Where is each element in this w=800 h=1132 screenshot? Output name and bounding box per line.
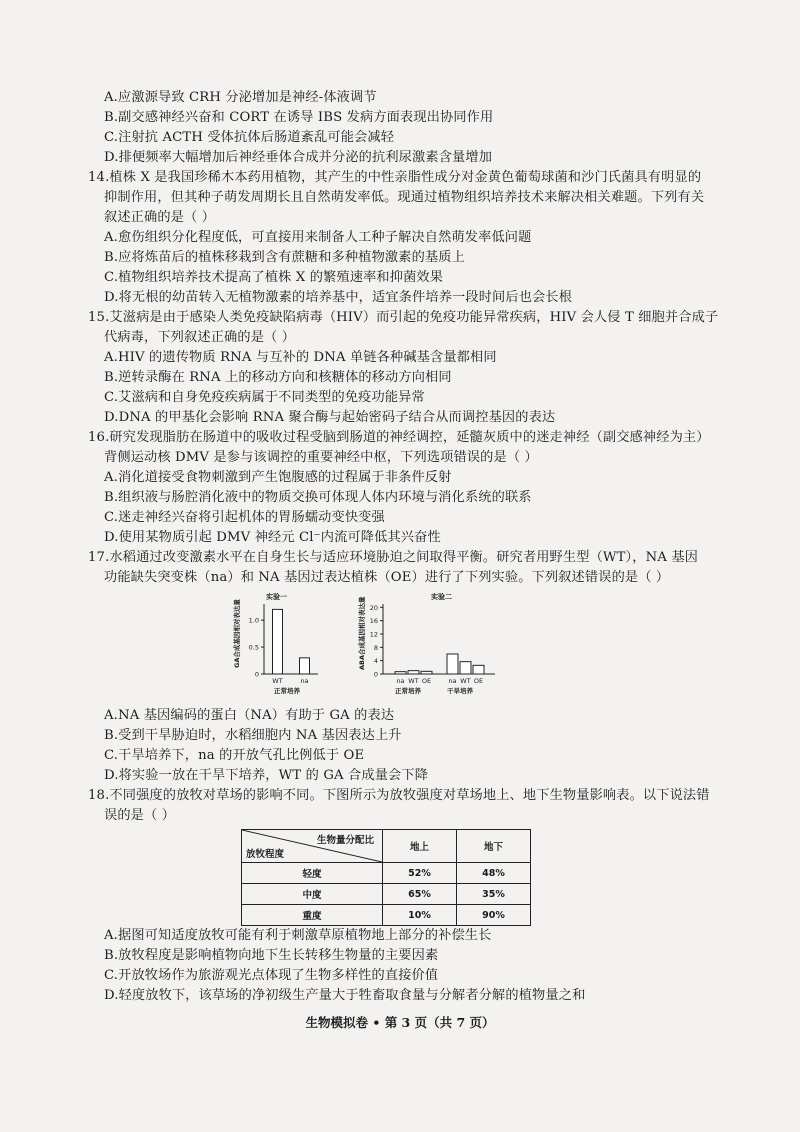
q13-option-b: B.副交感神经兴奋和 CORT 在诱导 IBS 发病方面表现出协同作用: [104, 110, 494, 125]
cell-above: 52%: [383, 863, 457, 884]
q17-option-a: A.NA 基因编码的蛋白（NA）有助于 GA 的表达: [104, 708, 395, 723]
chart2-group-label-normal: 正常培养: [395, 687, 421, 695]
cell-below: 90%: [457, 905, 531, 926]
q13-option-a: A.应激源导致 CRH 分泌增加是神经-体液调节: [104, 90, 377, 105]
x-tick-label: WT: [460, 677, 471, 685]
table-corner-header: [242, 830, 383, 863]
x-tick-label: OE: [473, 677, 484, 685]
q16-option-c: C.迷走神经兴奋将引起机体的胃肠蠕动变快变强: [104, 510, 385, 525]
chart2-ylabel: ABA合成基因相对表达量: [358, 596, 366, 670]
q16-option-d: D.使用某物质引起 DMV 神经元 Cl⁻内流可降低其兴奋性: [104, 530, 441, 545]
x-tick-label: na: [396, 677, 405, 685]
q16-option-a: A.消化道接受食物刺激到产生饱腹感的过程属于非条件反射: [104, 470, 452, 485]
cell-above: 10%: [383, 905, 457, 926]
experiment-2-chart: [355, 590, 505, 700]
chart1-title: 实验一: [266, 593, 287, 601]
table-row: [242, 905, 531, 926]
bar: [273, 609, 283, 674]
bar: [473, 665, 484, 674]
y-tick-label: 20: [369, 603, 378, 612]
cell-below: 35%: [457, 884, 531, 905]
bar: [408, 671, 419, 674]
y-tick-label: 0.5: [248, 643, 259, 652]
chart2-title: 实验二: [431, 593, 452, 601]
y-tick-label: 12: [369, 630, 378, 639]
table-row: [242, 863, 531, 884]
q16-stem-line-1: 16.研究发现脂肪在肠道中的吸收过程受脑到肠道的神经调控，延髓灰质中的迷走神经（副交感神经为主）: [88, 430, 710, 445]
q15-option-d: D.DNA 的甲基化会影响 RNA 聚合酶与起始密码子结合从而调控基因的表达: [104, 410, 556, 425]
cell-below: 48%: [457, 863, 531, 884]
q18-stem-line-2: 误的是（ ）: [104, 808, 176, 823]
q15-stem-line-2: 代病毒，下列叙述正确的是（ ）: [104, 330, 296, 345]
q13-option-c: C.注射抗 ACTH 受体抗体后肠道紊乱可能会减轻: [104, 130, 395, 145]
chart1-group-label: 正常培养: [274, 687, 300, 695]
q17-stem-line-1: 17.水稻通过改变激素水平在自身生长与适应环境胁迫之间取得平衡。研究者用野生型（WT），NA 基因: [88, 550, 699, 565]
x-tick-label: WT: [408, 677, 419, 685]
q18-stem-line-1: 18.不同强度的放牧对草场的影响不同。下图所示为放牧强度对草场地上、地下生物量影响表。以下说法错: [88, 788, 710, 803]
q18-option-d: D.轻度放牧下，该草场的净初级生产量大于牲畜取食量与分解者分解的植物量之和: [104, 988, 586, 1003]
grazing-biomass-table: [241, 829, 531, 926]
q15-stem-line-1: 15.艾滋病是由于感染人类免疫缺陷病毒（HIV）而引起的免疫功能异常疾病，HIV 会人侵 T 细胞并合成子: [88, 310, 719, 325]
bar: [300, 658, 310, 674]
chart2-group-label-drought: 干旱培养: [447, 687, 473, 695]
q16-option-b: B.组织液与肠腔消化液中的物质交换可体现人体内环境与消化系统的联系: [104, 490, 532, 505]
q17-option-d: D.将实验一放在干旱下培养，WT 的 GA 合成量会下降: [104, 768, 429, 783]
chart1-ylabel: GA合成基因相对表达量: [233, 599, 241, 668]
x-tick-label: WT: [272, 677, 283, 685]
y-tick-label: 16: [369, 617, 378, 626]
chart2-bars: [395, 654, 484, 685]
q17-option-b: B.受到干旱胁迫时，水稻细胞内 NA 基因表达上升: [104, 728, 402, 743]
bar: [395, 672, 406, 674]
y-tick-label: 4: [373, 657, 378, 666]
row-label: 重度: [242, 905, 383, 926]
bar: [460, 662, 471, 674]
q13-option-d: D.排便频率大幅增加后神经垂体合成并分泌的抗利尿激素含量增加: [104, 150, 493, 165]
y-tick-label: 0: [373, 670, 378, 679]
q14-option-a: A.愈伤组织分化程度低，可直接用来制备人工种子解决自然萌发率低问题: [104, 230, 532, 245]
q14-option-b: B.应将炼苗后的植株移栽到含有蔗糖和多种植物激素的基质上: [104, 250, 465, 265]
q14-stem-line-1: 14.植株 X 是我国珍稀木本药用植物，其产生的中性亲脂性成分对金黄色葡萄球菌和沙门氏菌具有明显的: [88, 170, 702, 185]
col-header-below: 地下: [457, 830, 531, 863]
q18-option-b: B.放牧程度是影响植物向地下生长转移生物量的主要因素: [104, 948, 439, 963]
y-tick-label: 1.0: [248, 616, 259, 625]
q18-option-a: A.据图可知适度放牧可能有利于刺激草原植物地上部分的补偿生长: [104, 928, 492, 943]
cell-above: 65%: [383, 884, 457, 905]
q14-stem-line-3: 叙述正确的是（ ）: [104, 210, 216, 225]
q16-stem-line-2: 背侧运动核 DMV 是参与该调控的重要神经中枢，下列选项错误的是（ ）: [104, 450, 538, 465]
q15-option-c: C.艾滋病和自身免疫疾病属于不同类型的免疫功能异常: [104, 390, 425, 405]
row-label: 轻度: [242, 863, 383, 884]
q15-option-a: A.HIV 的遗传物质 RNA 与互补的 DNA 单链各种碱基含量都相同: [104, 350, 497, 365]
q17-option-c: C.干旱培养下，na 的开放气孔比例低于 OE: [104, 748, 365, 763]
row-label: 中度: [242, 884, 383, 905]
x-tick-label: OE: [421, 677, 432, 685]
y-tick-label: 8: [373, 643, 378, 652]
y-tick-label: 0: [254, 670, 259, 679]
q14-option-d: D.将无根的幼苗转入无植物激素的培养基中，适宜条件培养一段时间后也会长根: [104, 290, 573, 305]
corner-bottom-label: 放牧程度: [246, 849, 285, 860]
corner-top-label: 生物量分配比: [316, 835, 374, 846]
bar: [421, 671, 432, 674]
x-tick-label: na: [448, 677, 457, 685]
q14-option-c: C.植物组织培养技术提高了植株 X 的繁殖速率和抑菌效果: [104, 270, 444, 285]
col-header-above: 地上: [383, 830, 457, 863]
q18-option-c: C.开放牧场作为旅游观光点体现了生物多样性的直接价值: [104, 968, 439, 983]
table-row: [242, 884, 531, 905]
q15-option-b: B.逆转录酶在 RNA 上的移动方向和核糖体的移动方向相同: [104, 370, 452, 385]
q17-stem-line-2: 功能缺失突变株（na）和 NA 基因过表达植株（OE）进行了下列实验。下列叙述错误的是（ ）: [104, 570, 670, 585]
experiment-1-chart: [228, 590, 328, 700]
page-footer: 生物模拟卷 • 第 3 页（共 7 页）: [305, 1015, 495, 1030]
q14-stem-line-2: 抑制作用，但其种子萌发周期长且自然萌发率低。现通过植物组织培养技术来解决相关难题。下列有关: [104, 190, 705, 205]
x-tick-label: na: [300, 677, 309, 685]
bar: [447, 654, 458, 674]
